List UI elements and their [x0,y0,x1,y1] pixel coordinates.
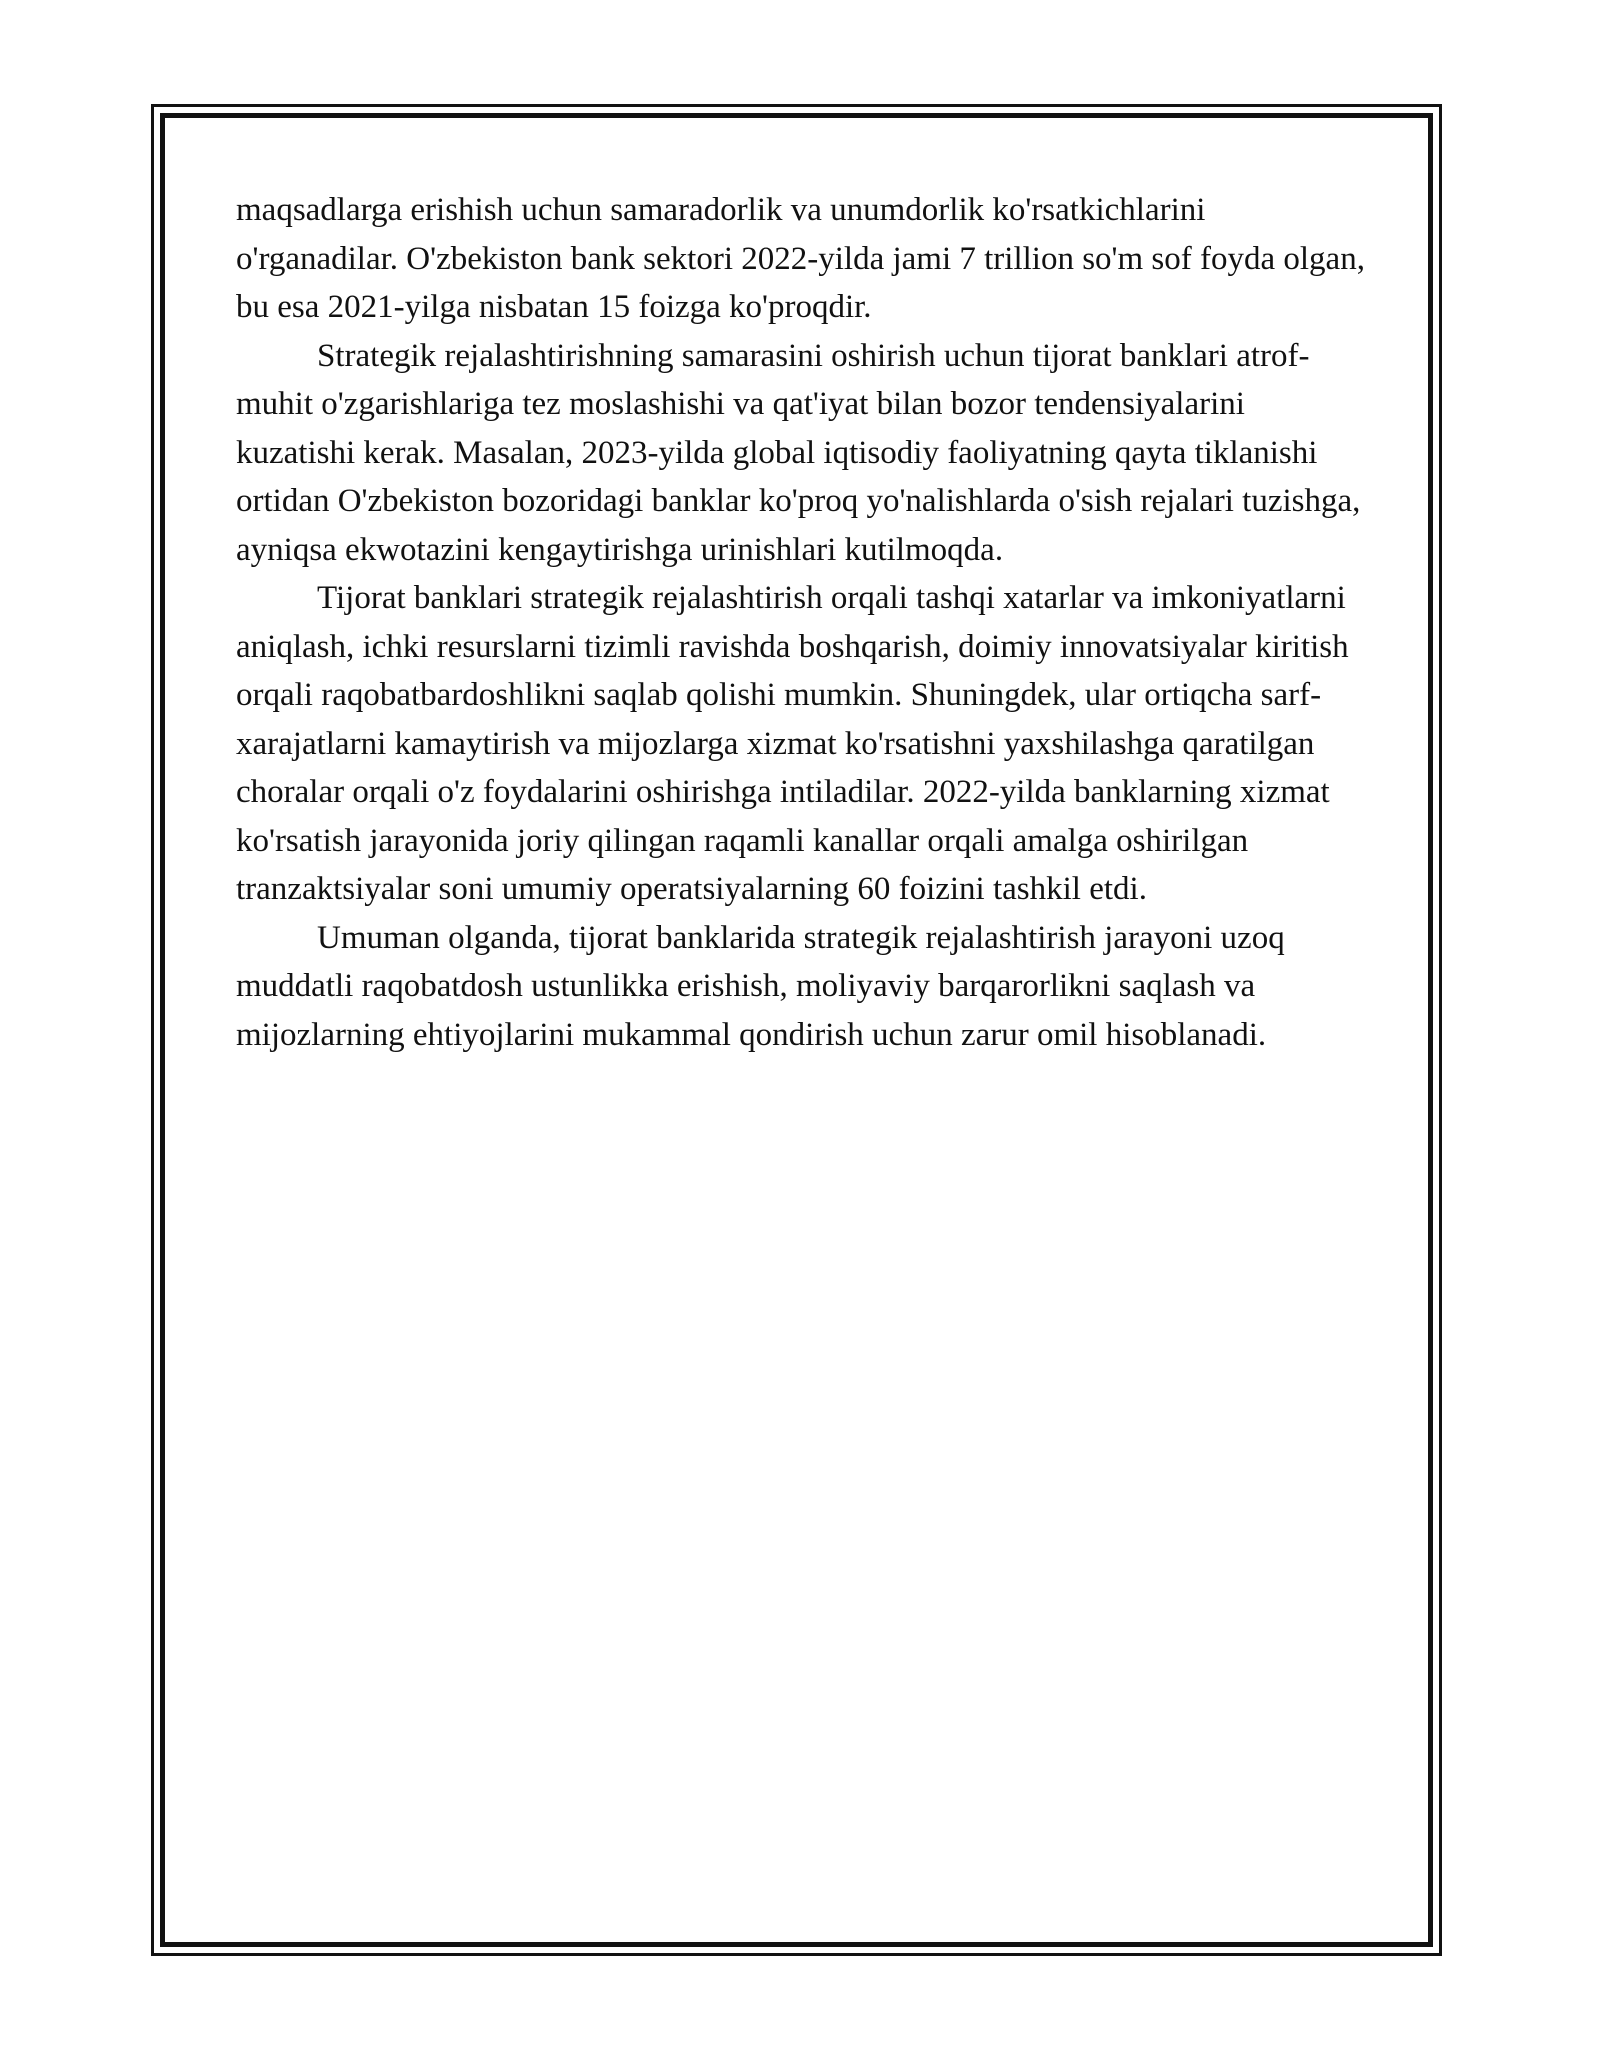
paragraph-conclusion: Umuman olganda, tijorat banklarida strategik rejalashtirish jarayoni uzoq muddatli raqobatdosh ustunlikka erishish, moliyaviy barqarorlikni saqlash va mijozlarning ehtiyojlarini mukammal qondirish uchun zarur omil hisoblanadi. [236,919,1285,1053]
paragraph-strategic-planning-efficiency: Strategik rejalashtirishning samarasini oshirish uchun tijorat banklari atrof-muhit o'zgarishlariga tez moslashishi va qat'iyat bilan bozor tendensiyalarini kuzatishi kerak. Masalan, 2023-yilda global iqtisodiy faoliyatning qayta tiklanishi ortidan O'zbekiston bozoridagi banklar ko'proq yo'nalishlarda o'sish rejalari tuzishga, ayniqsa ekwotazini kengaytirishga urinishlari kutilmoqda. [236,337,1361,568]
paragraph-competitiveness: Tijorat banklari strategik rejalashtirish orqali tashqi xatarlar va imkoniyatlarni aniqlash, ichki resurslarni tizimli ravishda boshqarish, doimiy innovatsiyalar kiritish orqali raqobatbardoshlikni saqlab qolishi mumkin. Shuningdek, ular ortiqcha sarf-xarajatlarni kamaytirish va mijozlarga xizmat ko'rsatishni yaxshilashga qaratilgan choralar orqali o'z foydalarini oshirishga intiladilar. 2022-yilda banklarning xizmat ko'rsatish jarayonida joriy qilingan raqamli kanallar orqali amalga oshirilgan tranzaktsiyalar soni umumiy operatsiyalarning 60 foizini tashkil etdi. [236,580,1349,907]
document-body [236,186,1366,1059]
paragraph-continuation: maqsadlarga erishish uchun samaradorlik va unumdorlik ko'rsatkichlarini o'rganadilar. O'zbekiston bank sektori 2022-yilda jami 7 trillion so'm sof foyda olgan, bu esa 2021-yilga nisbatan 15 foizga ko'proqdir. [236,192,1365,325]
